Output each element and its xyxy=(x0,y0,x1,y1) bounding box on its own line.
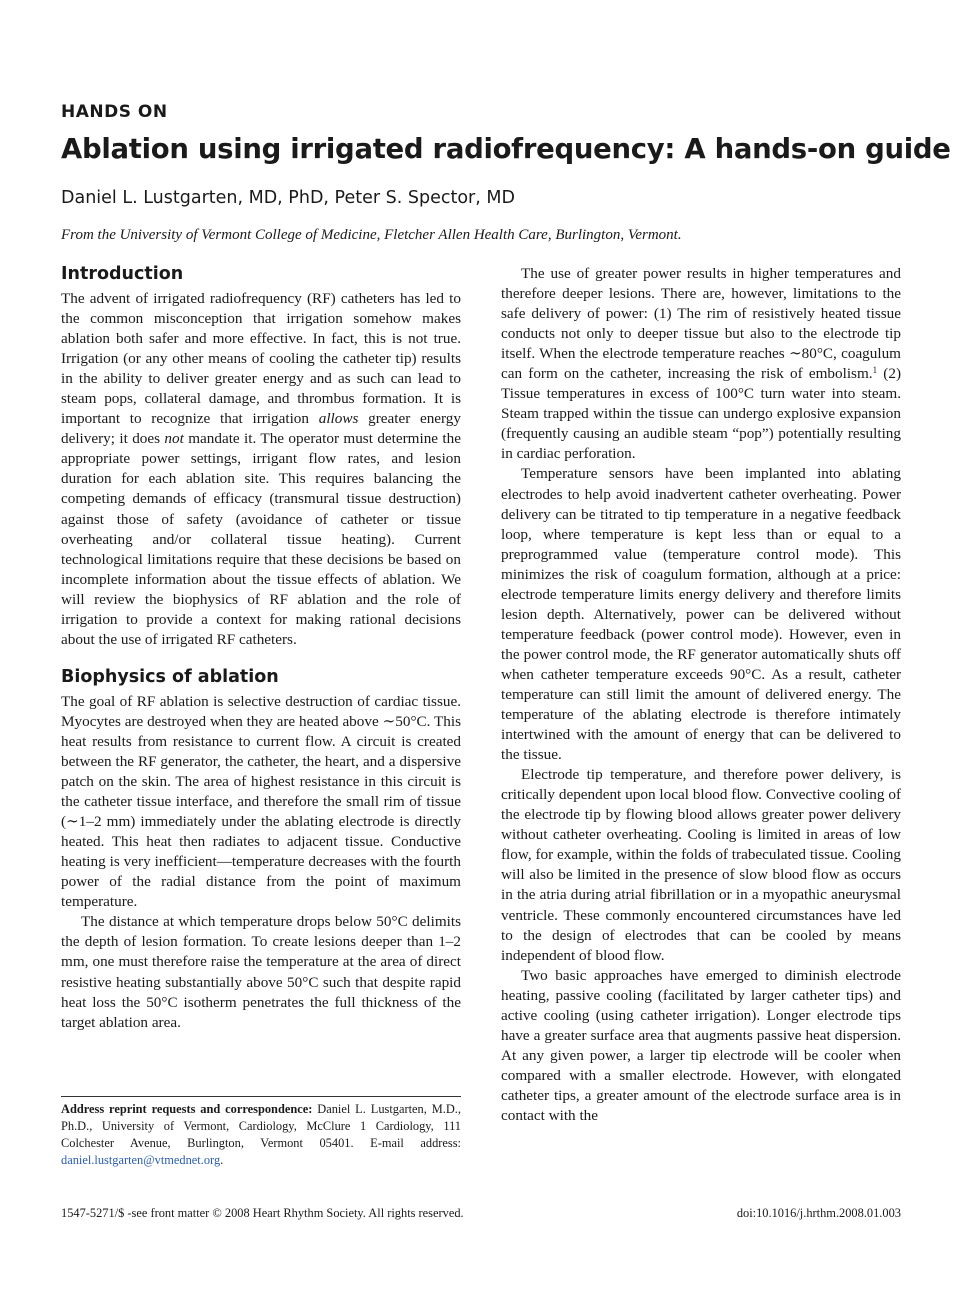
biophysics-heading: Biophysics of ablation xyxy=(61,666,279,687)
correspondence-footnote xyxy=(61,1101,461,1169)
right-p1-text-1: The use of greater power results in higher temperatures and therefore deeper lesions. There are, however, limitations to the safe delivery of power: (1) The rim of resistively heated tissue conducts not only to deeper tissue but also to the electrode tip itself. When the electrode temperature reaches ∼80°C, coagulum can form on the catheter, increasing the risk of embolism. xyxy=(501,265,901,383)
affiliation: From the University of Vermont College of Medicine, Fletcher Allen Health Care, Burlington, Vermont. xyxy=(61,227,682,243)
article-title: Ablation using irrigated radiofrequency: A hands-on guide xyxy=(61,133,951,165)
footnote-end: . xyxy=(220,1153,224,1167)
intro-text-3: mandate it. The operator must determine the appropriate power settings, irrigant flow rates, and lesion duration for each ablation site. This requires balancing the competing demands of efficacy (transmural tissue destruction) against those of safety (avoidance of catheter or tissue overheating and/or collateral tissue heating). Current technological limitations require that these decisions be based on incomplete information about the tissue effects of ablation. We will review the biophysics of RF ablation and the role of irrigation to provide a context for making rational decisions about the use of irrigated RF catheters. xyxy=(61,430,461,648)
copyright-line: 1547-5271/$ -see front matter © 2008 Heart Rhythm Society. All rights reserved. xyxy=(61,1206,464,1220)
intro-text-2: greater energy delivery; it does xyxy=(61,410,461,448)
right-p1-text-2: (2) Tissue temperatures in excess of 100°C turn water into steam. Steam trapped within the tissue can undergo explosive expansion (frequently causing an audible steam “pop”) potentially resulting in cardiac perforation. xyxy=(501,365,901,463)
right-paragraph-2: Temperature sensors have been implanted into ablating electrodes to help avoid inadvertent catheter overheating. Power delivery can be titrated to tip temperature in a negative feedback loop, where temperature is kept less than or equal to a preprogrammed value (temperature control mode). This minimizes the risk of coagulum formation, although at a price: electrode temperature limits energy delivery and therefore limits lesion depth. Alternatively, power can be delivered without temperature feedback (power control mode). However, even in the power control mode, the RF generator automatically shuts off when catheter temperature exceeds 90°C. As a result, catheter temperature can still limit the amount of delivered energy. The temperature of the ablating electrode is therefore intimately intertwined with the amount of energy that can be delivered to the tissue. xyxy=(501,465,901,764)
intro-text-1: The advent of irrigated radiofrequency (RF) catheters has led to the common misconception that irrigation somehow makes ablation both safer and more effective. In fact, this is not true. Irrigation (or any other means of cooling the catheter tip) results in the ability to deliver greater energy and as such can lead to steam pops, collateral damage, and thrombus formation. It is important to recognize that irrigation xyxy=(61,290,461,428)
right-paragraph-3: Electrode tip temperature, and therefore power delivery, is critically dependent upon local blood flow. Convective cooling of the electrode tip by flowing blood allows greater power delivery without catheter overheating. Cooling is limited in areas of low flow, for example, within the folds of trabeculated tissue. Cooling will also be limited in the presence of slow blood flow as occurs in the atria during atrial fibrillation or in a myopathic aneurysmal ventricle. These commonly encountered circumstances have led to the design of electrodes that can be cooled by means independent of blood flow. xyxy=(501,766,901,964)
section-tag: HANDS ON xyxy=(61,102,168,122)
biophysics-paragraph-2: The distance at which temperature drops below 50°C delimits the depth of lesion formation. To create lesions deeper than 1–2 mm, one must therefore raise the temperature at the area of direct resistive heating substantially above 50°C such that despite rapid heat loss the 50°C isotherm penetrates the full thickness of the target ablation area. xyxy=(61,913,461,1031)
reference-1-link[interactable]: 1 xyxy=(872,365,878,376)
introduction-heading: Introduction xyxy=(61,264,184,284)
intro-emphasis-not: not xyxy=(164,430,184,448)
left-column xyxy=(61,262,461,1033)
intro-emphasis-allows: allows xyxy=(318,410,359,428)
right-paragraph-4: Two basic approaches have emerged to diminish electrode heating, passive cooling (facilitated by larger catheter tips) and active cooling (using catheter irrigation). Longer electrode tips have a greater surface area that augments passive heat dispersion. At any given power, a larger tip electrode will be cooler when compared with a smaller electrode. However, with elongated catheter tips, a greater amount of the electrode surface area is in contact with the xyxy=(501,966,901,1124)
right-paragraph-1 xyxy=(501,264,901,464)
footnote-text: Daniel L. Lustgarten, M.D., Ph.D., University of Vermont, Cardiology, McClure 1 Cardiology, 111 Colchester Avenue, Burlington, Vermont 05401. E-mail address: xyxy=(61,1102,461,1150)
biophysics-paragraph-1: The goal of RF ablation is selective destruction of cardiac tissue. Myocytes are destroyed when they are heated above ∼50°C. This heat results from resistance to current flow. A circuit is created between the RF generator, the catheter, the heart, and a dispersive patch on the skin. The area of highest resistance in this circuit is the catheter tissue interface, and therefore the small rim of tissue (∼1–2 mm) immediately under the ablating electrode is directly heated. This heat then radiates to adjacent tissue. Conductive heating is very inefficient—temperature decreases with the fourth power of the radial distance from the point of maximum temperature. xyxy=(61,692,461,911)
right-column xyxy=(501,264,901,1126)
email-link[interactable]: daniel.lustgarten@vtmednet.org xyxy=(61,1153,221,1167)
authors: Daniel L. Lustgarten, MD, PhD, Peter S. Spector, MD xyxy=(61,188,515,208)
doi-link[interactable]: doi:10.1016/j.hrthm.2008.01.003 xyxy=(736,1206,901,1220)
footnote-divider xyxy=(61,1096,461,1097)
introduction-paragraph xyxy=(61,289,461,650)
footnote-label: Address reprint requests and correspondence: xyxy=(61,1102,313,1116)
